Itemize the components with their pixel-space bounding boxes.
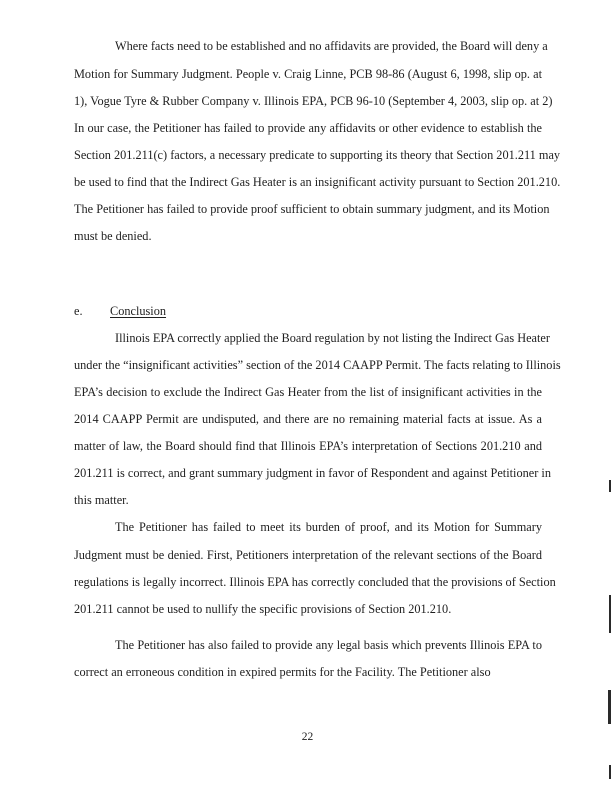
paragraph-2-line-1: Illinois EPA correctly applied the Board regulation by not listing the Indirect Gas Heater — [115, 331, 550, 345]
paragraph-3-line-4: 201.211 cannot be used to nullify the specific provisions of Section 201.210. — [74, 602, 452, 616]
paragraph-2-line-6: 201.211 is correct, and grant summary judgment in favor of Respondent and against Petitioner in — [74, 466, 551, 480]
paragraph-2-line-5: matter of law, the Board should find that Illinois EPA’s interpretation of Sections 201.210 and — [74, 439, 542, 453]
paragraph-3-line-3: regulations is legally incorrect. Illinois EPA has correctly concluded that the provisions of Section — [74, 575, 556, 589]
section-letter: e. — [74, 304, 83, 318]
scan-artifact — [608, 690, 611, 724]
paragraph-2-line-7: this matter. — [74, 493, 129, 507]
paragraph-4-line-2: correct an erroneous condition in expired permits for the Facility. The Petitioner also — [74, 665, 491, 679]
paragraph-1-line-7: The Petitioner has failed to provide proof sufficient to obtain summary judgment, and its Motion — [74, 202, 550, 216]
paragraph-1-line-4: In our case, the Petitioner has failed to provide any affidavits or other evidence to establish the — [74, 121, 542, 135]
paragraph-1-line-5: Section 201.211(c) factors, a necessary predicate to supporting its theory that Section 201.211 may — [74, 148, 561, 162]
paragraph-1-line-1: Where facts need to be established and no affidavits are provided, the Board will deny a — [115, 39, 548, 53]
paragraph-4-line-1: The Petitioner has also failed to provide any legal basis which prevents Illinois EPA to — [115, 638, 542, 652]
paragraph-2-line-3: EPA’s decision to exclude the Indirect Gas Heater from the list of insignificant activities in the — [74, 385, 542, 399]
paragraph-2-line-4: 2014 CAAPP Permit are undisputed, and there are no remaining material facts at issue. As a — [74, 412, 542, 426]
paragraph-1-line-3: 1), Vogue Tyre & Rubber Company v. Illinois EPA, PCB 96-10 (September 4, 2003, slip op. at 2) — [74, 94, 553, 108]
paragraph-2-line-2: under the “insignificant activities” section of the 2014 CAAPP Permit. The facts relating to Illinois — [74, 358, 561, 372]
page-number: 22 — [301, 731, 314, 743]
scan-artifact — [609, 480, 611, 492]
section-heading: Conclusion — [110, 304, 167, 318]
paragraph-1-line-2: Motion for Summary Judgment. People v. Craig Linne, PCB 98-86 (August 6, 1998, slip op. at — [74, 67, 542, 81]
scan-artifact — [609, 595, 611, 633]
paragraph-3-line-1: The Petitioner has failed to meet its burden of proof, and its Motion for Summary — [115, 520, 542, 534]
paragraph-1-line-8: must be denied. — [74, 229, 152, 243]
paragraph-1-line-6: be used to find that the Indirect Gas Heater is an insignificant activity pursuant to Section 201.210. — [74, 175, 561, 189]
scan-artifact — [609, 765, 611, 779]
paragraph-3-line-2: Judgment must be denied. First, Petitioners interpretation of the relevant sections of the Board — [74, 548, 542, 562]
